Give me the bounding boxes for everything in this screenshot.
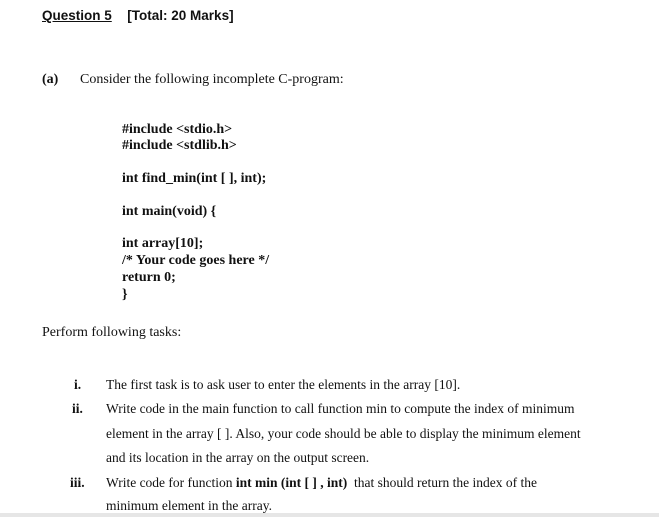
code-line-include-stdio: #include <stdio.h> <box>122 122 233 137</box>
question-total: [Total: 20 Marks] <box>127 8 234 23</box>
question-label: Question 5 <box>42 8 112 23</box>
code-line-return: return 0; <box>122 270 176 285</box>
part-a-intro: Consider the following incomplete C-program: <box>80 72 344 87</box>
task-text-line: The first task is to ask user to enter the elements in the array [10]. <box>106 377 461 392</box>
task-text-suffix: that should return the index of the <box>347 475 537 490</box>
question-heading <box>42 8 234 23</box>
bottom-divider <box>0 513 659 517</box>
task-number: ii. <box>72 401 83 416</box>
tasks-intro: Perform following tasks: <box>42 325 182 340</box>
function-signature: int min (int [ ] , int) <box>235 475 348 490</box>
task-number: iii. <box>70 475 85 490</box>
code-line-array-decl: int array[10]; <box>122 236 204 251</box>
part-a-label: (a) <box>42 72 59 87</box>
task-text-line: and its location in the array on the output screen. <box>106 450 370 465</box>
code-line-main: int main(void) { <box>122 204 217 219</box>
task-text-line <box>106 475 537 491</box>
task-text-line: Write code in the main function to call function min to compute the index of minimum <box>106 401 575 416</box>
task-text-line: minimum element in the array. <box>106 498 272 513</box>
task-text-line: element in the array [ ]. Also, your code should be able to display the minimum element <box>106 426 581 441</box>
task-number: i. <box>74 377 82 392</box>
task-text-prefix: Write code for function <box>106 475 236 490</box>
code-line-comment: /* Your code goes here */ <box>122 253 270 268</box>
code-line-include-stdlib: #include <stdlib.h> <box>122 138 237 153</box>
code-line-prototype: int find_min(int [ ], int); <box>122 171 267 186</box>
code-line-close-brace: } <box>122 287 128 302</box>
